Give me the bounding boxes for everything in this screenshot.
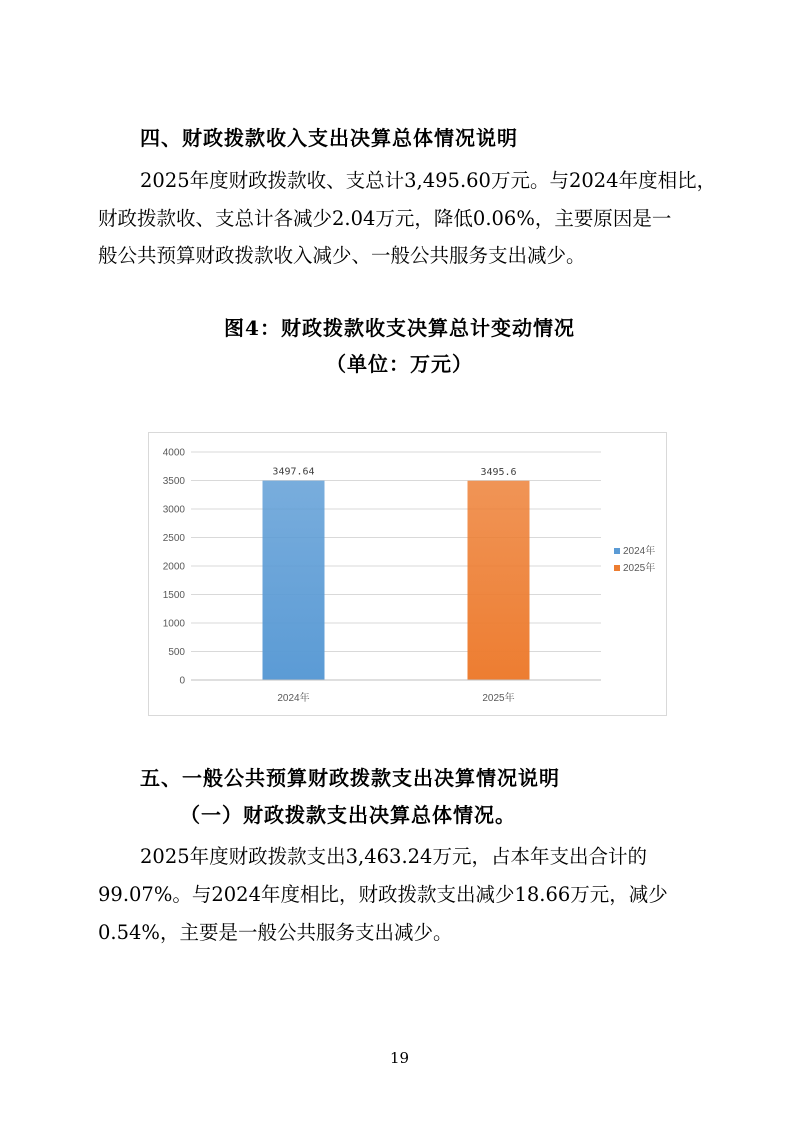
section-5-subheading: （一）财政拨款支出决算总体情况。: [180, 803, 516, 827]
x-tick-label: 2025年: [482, 693, 515, 704]
legend-swatch: [614, 548, 620, 554]
section-5-line-3: 0.54%，主要是一般公共服务支出减少。: [98, 921, 453, 944]
figure-unit: （单位：万元）: [326, 352, 473, 376]
y-tick-label: 2500: [162, 533, 185, 544]
legend-label: 2025年: [623, 563, 656, 574]
y-tick-label: 2000: [162, 561, 185, 573]
section-5-line-2: 99.07%。与2024年度相比，财政拨款支出减少18.66万元，减少: [98, 883, 668, 906]
data-label: 3495.6: [480, 466, 517, 478]
bar-chart: [148, 432, 667, 716]
section-5-heading: 五、一般公共预算财政拨款支出决算情况说明: [140, 766, 560, 790]
y-tick-label: 500: [168, 647, 185, 658]
y-tick-label: 1500: [162, 590, 185, 601]
legend-label: 2024年: [623, 546, 656, 557]
y-tick-label: 4000: [162, 447, 185, 459]
y-tick-label: 1000: [162, 618, 185, 630]
section-4-line-2: 财政拨款收、支总计各减少2.04万元，降低0.06%，主要原因是一: [98, 207, 672, 230]
y-tick-label: 0: [179, 675, 185, 687]
bar-2: [468, 481, 530, 680]
chart-svg: [149, 433, 668, 717]
x-tick-label: 2024年: [277, 693, 310, 704]
section-5-line-1: 2025年度财政拨款支出3,463.24万元，占本年支出合计的: [140, 845, 647, 868]
page-number: 19: [389, 1049, 410, 1067]
figure-title: 图4：财政拨款收支决算总计变动情况: [224, 316, 575, 340]
y-tick-label: 3000: [162, 504, 185, 516]
section-4-line-1: 2025年度财政拨款收、支总计3,495.60万元。与2024年度相比，: [140, 169, 717, 192]
y-tick-label: 3500: [162, 476, 185, 487]
section-4-line-3: 般公共预算财政拨款收入减少、一般公共服务支出减少。: [98, 244, 586, 267]
bar-1: [263, 481, 325, 680]
data-label: 3497.64: [272, 466, 315, 478]
legend-swatch: [614, 565, 620, 571]
section-4-heading: 四、财政拨款收入支出决算总体情况说明: [140, 126, 518, 150]
